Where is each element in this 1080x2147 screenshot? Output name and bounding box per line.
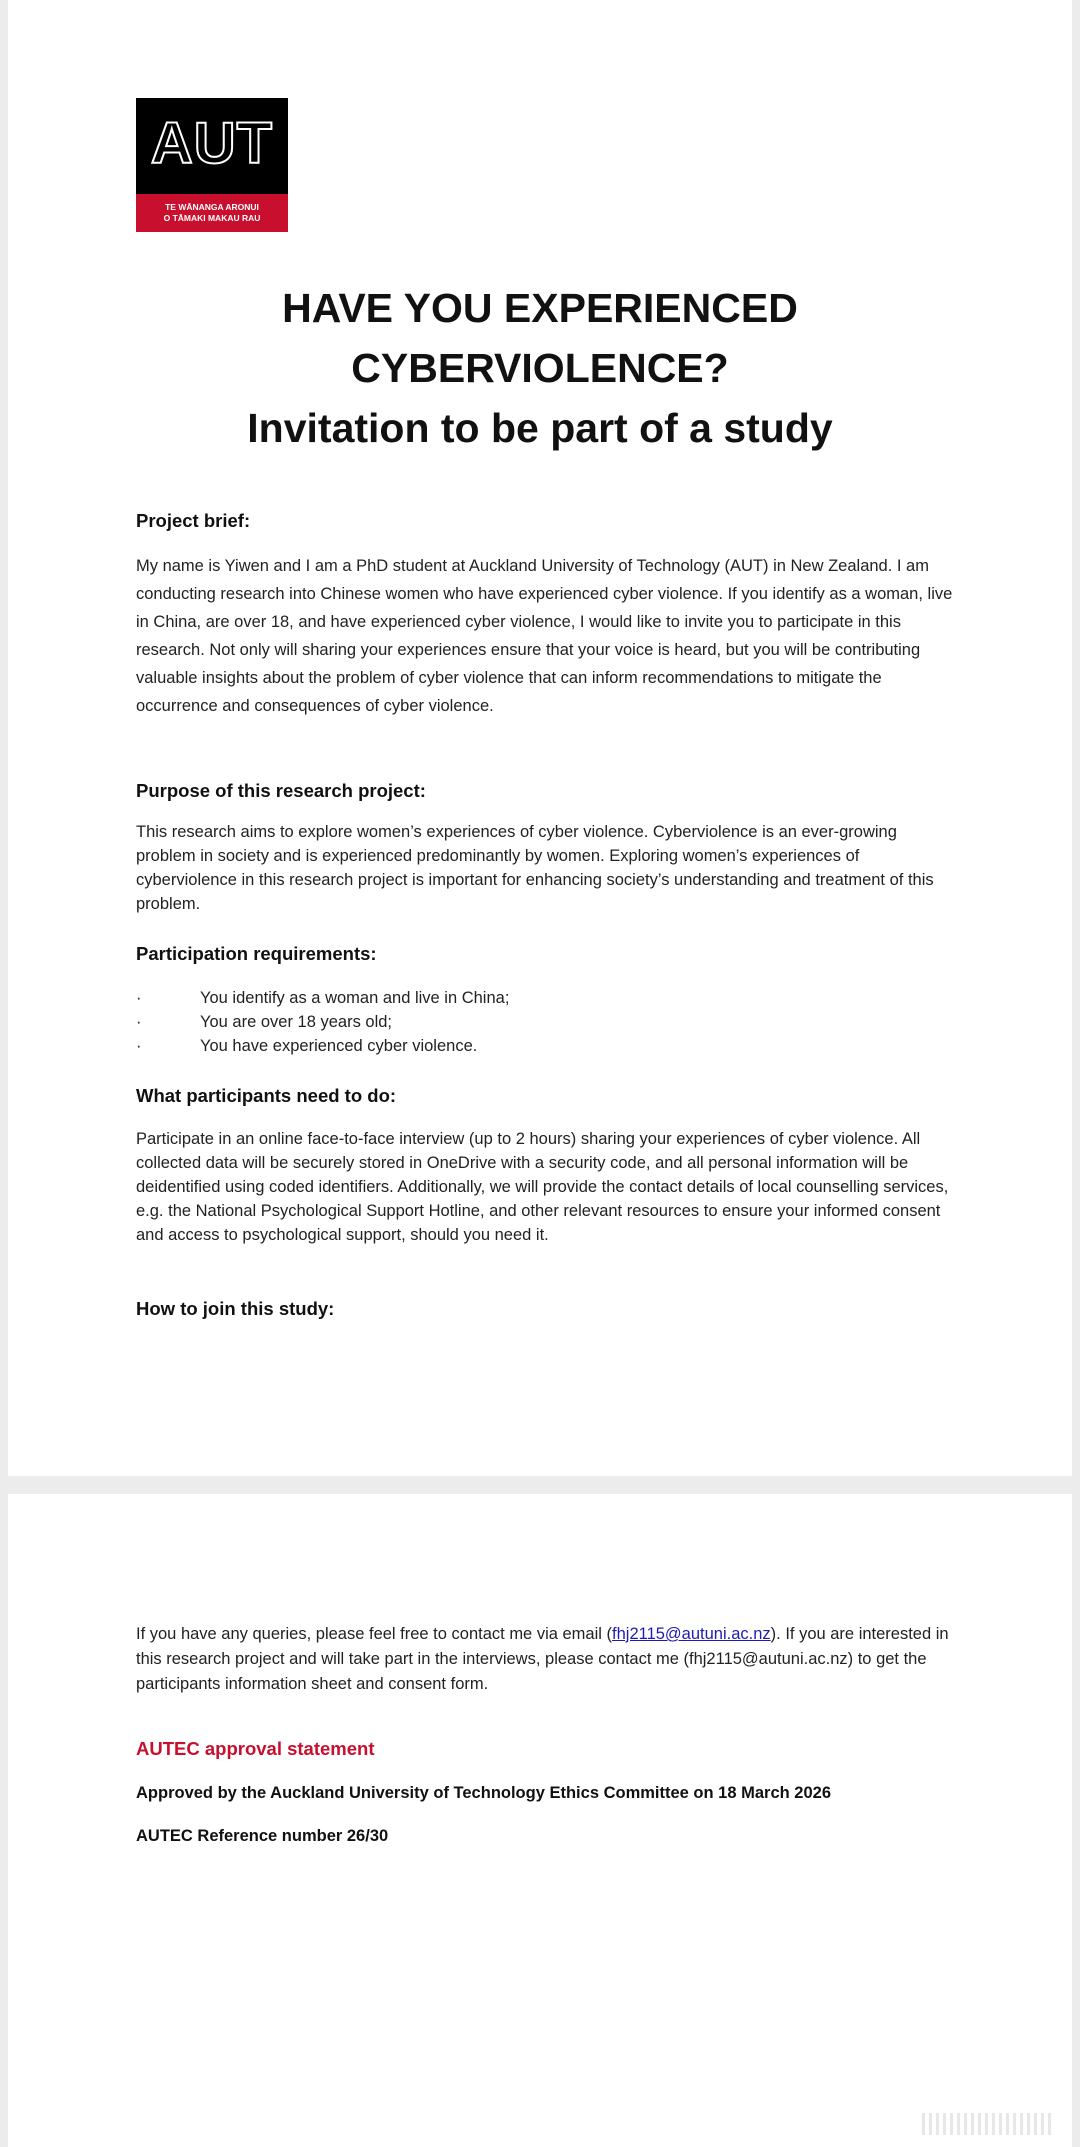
logo-band	[136, 194, 288, 232]
logo-band-line1: TE WĀNANGA ARONUI	[165, 202, 259, 212]
approval-statement: Approved by the Auckland University of Technology Ethics Committee on 18 March 2026	[136, 1784, 831, 1802]
contact-pre: If you have any queries, please feel free to contact me via email (	[136, 1625, 613, 1643]
page-corner-mark	[922, 2113, 1052, 2135]
logo-text: AUT	[150, 111, 274, 176]
title-line2: CYBERVIOLENCE?	[351, 345, 729, 391]
logo-band-line2: O TĀMAKI MAKAU RAU	[163, 213, 261, 223]
purpose-heading: Purpose of this research project:	[136, 780, 426, 801]
requirement-text: You identify as a woman and live in China;	[200, 989, 510, 1007]
participants-text: Participate in an online face-to-face interview (up to 2 hours) sharing your experiences of cyber violence. All collected data will be securely stored in OneDrive with a security code, and all personal information will be deidentified using coded identifiers. Additionally, we will provide the contact details of local counselling services, e.g. the National Psychological Support Hotline, and other relevant resources to ensure your informed consent and access to psychological support, should you need it.	[136, 1130, 949, 1244]
project-brief-heading: Project brief:	[136, 510, 251, 531]
document-page-1	[8, 0, 1072, 1476]
requirement-text: You have experienced cyber violence.	[200, 1037, 478, 1055]
contact-post: ). If you are interested in this research project and will take part in the interviews, please contact me (fhj2115@autuni.ac.nz) to get the participants information sheet and consent form.	[136, 1625, 949, 1693]
bullet: ·	[136, 989, 142, 1007]
bullet: ·	[136, 1013, 142, 1031]
requirement-text: You are over 18 years old;	[200, 1013, 393, 1031]
page-title	[8, 278, 1072, 458]
document-page-2	[8, 1494, 1072, 2147]
participants-heading: What participants need to do:	[136, 1085, 397, 1106]
title-line1: HAVE YOU EXPERIENCED	[282, 285, 798, 331]
contact-text	[136, 1622, 956, 1697]
autec-reference: AUTEC Reference number 26/30	[136, 1827, 389, 1845]
email-link[interactable]: fhj2115@autuni.ac.nz	[612, 1625, 771, 1643]
autec-heading: AUTEC approval statement	[136, 1738, 375, 1759]
title-line3: Invitation to be part of a study	[247, 405, 833, 451]
requirements-heading: Participation requirements:	[136, 943, 377, 964]
aut-logo	[136, 98, 288, 232]
join-heading: How to join this study:	[136, 1298, 335, 1319]
purpose-text: This research aims to explore women’s experiences of cyber violence. Cyberviolence is an ever-growing problem in society and is experienced predominantly by women. Exploring women’s experiences of cyberviolence in this research project is important for enhancing society’s understanding and treatment of this problem.	[136, 823, 934, 913]
bullet: ·	[136, 1037, 142, 1055]
project-brief-text: My name is Yiwen and I am a PhD student at Auckland University of Technology (AUT) in New Zealand. I am conducting research into Chinese women who have experienced cyber violence. If you identify as a woman, live in China, are over 18, and have experienced cyber violence, I would like to invite you to participate in this research. Not only will sharing your experiences ensure that your voice is heard, but you will be contributing valuable insights about the problem of cyber violence that can inform recommendations to mitigate the occurrence and consequences of cyber violence.	[136, 557, 953, 715]
